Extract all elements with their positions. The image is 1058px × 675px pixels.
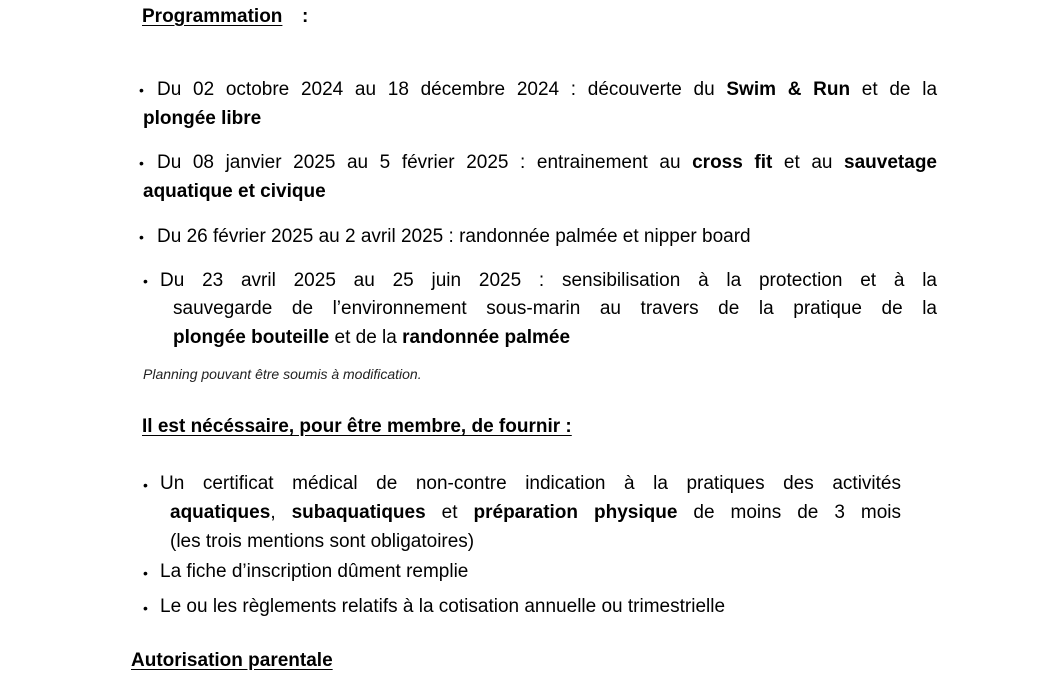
programmation-heading-colon: : xyxy=(302,6,309,27)
programme-item-4-line-1: Du 23 avril 2025 au 25 juin 2025 : sensibilisation à la protection et à la xyxy=(160,270,937,291)
membership-item-3: Le ou les règlements relatifs à la cotisation annuelle ou trimestrielle xyxy=(160,596,726,617)
programme-item-3-line-1: Du 26 février 2025 au 2 avril 2025 : randonnée palmée et nipper board xyxy=(157,226,751,247)
programme-item-2-line-2: aquatique et civique xyxy=(143,181,326,202)
programme-item-1-line-2: plongée libre xyxy=(143,108,262,129)
membership-item-1-line-3: (les trois mentions sont obligatoires) xyxy=(170,531,475,552)
bullet: • xyxy=(139,155,144,171)
planning-note: Planning pouvant être soumis à modification. xyxy=(143,366,422,382)
bullet: • xyxy=(139,82,144,98)
programmation-heading: Programmation xyxy=(142,6,283,27)
programme-item-4-line-2: sauvegarde de l’environnement sous-marin au travers de la pratique de la xyxy=(173,298,937,319)
bullet: • xyxy=(143,477,148,493)
programme-item-2-line-1: Du 08 janvier 2025 au 5 février 2025 : entrainement au cross fit et au sauvetage xyxy=(157,152,937,173)
membership-item-1-line-2: aquatiques, subaquatiques et préparation physique de moins de 3 mois xyxy=(170,502,902,523)
membership-heading: Il est nécéssaire, pour être membre, de fournir : xyxy=(142,416,572,437)
membership-item-2: La fiche d’inscription dûment remplie xyxy=(160,561,469,582)
parental-heading: Autorisation parentale xyxy=(131,650,333,671)
bullet: • xyxy=(143,273,148,289)
bullet: • xyxy=(143,565,148,581)
programme-item-1-line-1: Du 02 octobre 2024 au 18 décembre 2024 : découverte du Swim & Run et de la xyxy=(157,79,938,100)
programme-item-4-line-3: plongée bouteille et de la randonnée palmée xyxy=(173,327,571,348)
bullet: • xyxy=(143,600,148,616)
membership-item-1-line-1: Un certificat médical de non-contre indication à la pratiques des activités xyxy=(160,473,901,494)
bullet: • xyxy=(139,229,144,245)
